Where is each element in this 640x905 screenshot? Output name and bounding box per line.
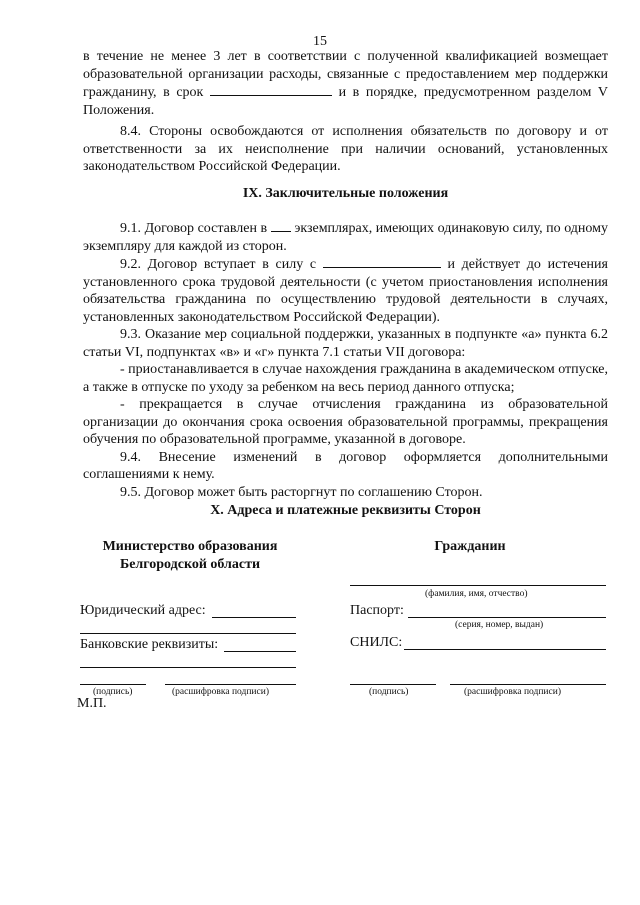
page-number: 15 (313, 34, 327, 49)
ministry-name: Министерство образования Белгородской области (102, 539, 278, 572)
full-name-hint: (фамилия, имя, отчество) (425, 589, 528, 599)
section-8-tail (83, 48, 608, 176)
ministry-signature-line[interactable] (80, 684, 146, 685)
ministry-signature-decode-hint: (расшифровка подписи) (172, 687, 269, 697)
bank-details-field-line2[interactable] (80, 667, 296, 668)
snils-field[interactable] (404, 649, 606, 650)
paragraph-9-2: 9.2. Договор вступает в силу с и действует до истечения установленного срока трудовой деятельности (с учетом приостановления исполнения обязательства гражданина по осуществлению трудовой деятельности в случаях, установленных законодательством Российской Федерации). (83, 257, 608, 325)
bank-details-label: Банковские реквизиты: (80, 637, 219, 652)
citizen-signature-hint: (подпись) (369, 687, 409, 697)
ministry-signature-hint: (подпись) (93, 687, 133, 697)
effective-date-blank (323, 255, 441, 268)
bank-details-field[interactable] (224, 651, 296, 652)
paragraph-9-3: 9.3. Оказание мер социальной поддержки, указанных в подпункте «а» пункта 6.2 статьи VI, подпунктах «в» и «г» пункта 7.1 статьи VII договора: (83, 327, 608, 360)
legal-address-label: Юридический адрес: (80, 603, 206, 618)
citizen-full-name-field[interactable] (350, 585, 606, 586)
paragraph-8-3-continuation: в течение не менее 3 лет в соответствии с полученной квалификацией возмещает образовательной организации расходы, связанные с предоставлением мер поддержки гражданину, в срок и в порядке, предусмотренном разделом V Положения. (83, 49, 609, 118)
snils-label: СНИЛС: (350, 635, 403, 650)
stamp-place: М.П. (77, 696, 107, 711)
legal-address-field-line2[interactable] (80, 633, 296, 634)
paragraph-9-5: 9.5. Договор может быть расторгнут по соглашению Сторон. (120, 484, 483, 500)
ministry-signature-decode-line[interactable] (165, 684, 296, 685)
paragraph-9-3-b: - прекращается в случае отчисления гражданина из образовательной организации до окончания срока освоения образовательной программы, прекращения обучения по образовательной программе, указанной в договоре. (83, 397, 608, 447)
term-blank (210, 83, 332, 96)
copies-blank (271, 219, 291, 232)
section-9-body (83, 219, 608, 501)
citizen-signature-decode-line[interactable] (450, 684, 606, 685)
paragraph-9-1: 9.1. Договор составлен в экземплярах, имеющих одинаковую силу, по одному экземпляру для каждой из сторон. (83, 221, 609, 254)
citizen-signature-decode-hint: (расшифровка подписи) (464, 687, 561, 697)
passport-label: Паспорт: (350, 603, 404, 618)
section-9-title: IX. Заключительные положения (242, 186, 449, 201)
section-10-title: X. Адреса и платежные реквизиты Сторон (210, 503, 481, 518)
paragraph-9-3-a: - приостанавливается в случае нахождения гражданина в академическом отпуске, а также в отпуске по уходу за ребенком на весь период данного отпуска; (83, 362, 608, 395)
passport-hint: (серия, номер, выдан) (455, 620, 544, 630)
passport-field[interactable] (408, 617, 606, 618)
paragraph-8-4: 8.4. Стороны освобождаются от исполнения обязательств по договору и от ответственности за их неисполнение при наличии оснований, установленных законодательством Российской Федерации. (83, 124, 608, 174)
legal-address-field[interactable] (212, 617, 296, 618)
paragraph-9-4: 9.4. Внесение изменений в договор оформляется дополнительными соглашениями к нему. (83, 449, 608, 482)
citizen-title: Гражданин (434, 539, 506, 554)
citizen-signature-line[interactable] (350, 684, 436, 685)
